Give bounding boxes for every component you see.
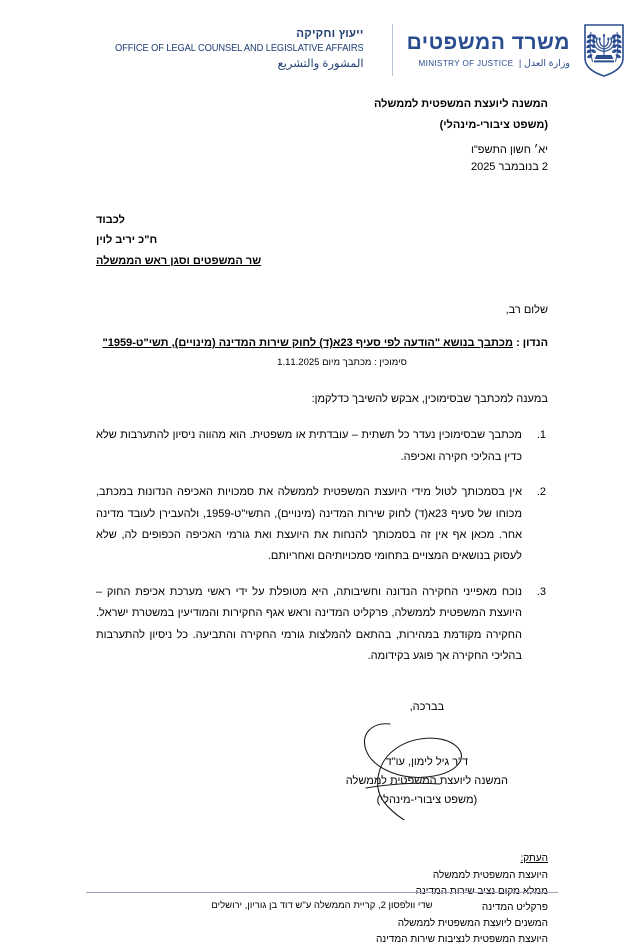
numbered-paragraph-list <box>96 425 548 667</box>
sender-department-line-2: (משפט ציבורי-מינהלי) <box>439 118 548 131</box>
sender-department <box>96 94 548 136</box>
addressee-salutation: לכבוד <box>96 213 125 226</box>
reference-line: סימוכין : מכתבך מיום 1.11.2025 <box>277 357 407 369</box>
letter-body <box>0 94 644 948</box>
cc-list-item: פרקליט המדינה <box>481 901 548 913</box>
footer-address: שדי וולפסון 2, קריית הממשלה ע"ש דוד בן גוריון, ירושלים <box>211 900 433 911</box>
signatory-title-line-2: (משפט ציבורי-מינהלי) <box>376 794 478 807</box>
letter-date <box>96 142 548 176</box>
intro-paragraph: במענה למכתבך שבסימוכין, אבקש להשיבך כדלקמן: <box>311 393 548 406</box>
letterhead <box>0 0 644 78</box>
cc-title: העתק: <box>520 852 548 864</box>
signature-regards: בברכה, <box>409 700 445 713</box>
signature-block <box>96 698 548 811</box>
addressee-title: שר המשפטים וסגן ראש הממשלה <box>96 254 262 267</box>
department-name-hebrew: ייעוץ וחקיקה <box>296 27 364 40</box>
addressee-name: ח"כ יריב לוין <box>96 234 158 247</box>
ministry-name-english: MINISTRY OF JUSTICE <box>418 58 514 69</box>
ministry-block <box>407 22 626 78</box>
department-name-english: OFFICE OF LEGAL COUNSEL AND LEGISLATIVE AFFAIRS <box>115 43 364 55</box>
date-hebrew: יא׳ חשון התשפ"ו <box>471 143 548 156</box>
ministry-name-arabic: وزارة العدل <box>523 58 570 70</box>
date-gregorian: 2 בנובמבר 2025 <box>470 160 548 173</box>
cc-list-item: המשנים ליועצת המשפטית לממשלה <box>397 917 548 929</box>
footer-divider <box>86 892 558 893</box>
department-name-arabic: المشورة والتشريع <box>277 58 364 71</box>
sender-department-line-1: המשנה ליועצת המשפטית לממשלה <box>373 98 548 110</box>
signatory-name: ד"ר גיל לימון, עו"ד <box>385 755 469 768</box>
subject-line <box>96 334 548 353</box>
cc-list-item: היועצת המשפטית לנציבות שירות המדינה <box>375 933 548 945</box>
greeting-line: שלום רב, <box>505 303 548 316</box>
page-footer <box>0 892 644 911</box>
paragraph-item: נוכח מאפייני החקירה הנדונה וחשיבותה, היא מטופלת על ידי ראשי מערכת אכיפת החוק – היועצת המשפטית לממשלה, פרקליט המדינה וראש אגף החקירות והמודיעין במשטרת ישראל. החקירה מקודמת במהירות, בהתאם להמלצות גורמי החקירה והתביעה. כל ניסיון להתערבות בהליכי החקירה אך פוגע בקידומה. <box>96 585 522 663</box>
ministry-name-subline <box>407 58 570 69</box>
ministry-name-hebrew: משרד המשפטים <box>406 30 570 54</box>
addressee-block <box>96 210 548 271</box>
letterhead-divider <box>392 24 393 76</box>
paragraph-item: אין בסמכותך לטול מידי היועצת המשפטית לממשלה את סמכויות האכיפה הנדונות במכתב, מכוחו של סעיף 23א(ד) לחוק שירות המדינה (מינויים), התשי"ט-1959, ולהעבירן לעובד מדינה אחר. מכאן אף אין זה בסמכותך להנחות את היועצת ואת גורמי האכיפה הכפופים לה, שלא לעסוק בנושאים המצויים בתחומי סמכויותיהם ואחריותם. <box>96 486 522 563</box>
legal-counsel-department-block <box>96 27 378 73</box>
paragraph-item: מכתבך שבסימוכין נעדר כל תשתית – עובדתית או משפטית. הוא מהווה ניסיון להתערבות שלא כדין בהליכי חקירה ואכיפה. <box>96 429 522 463</box>
ministry-name-separator: | <box>518 58 522 70</box>
signatory-title-line-1: המשנה ליועצת המשפטית לממשלה <box>345 775 508 788</box>
subject-topic: מכתבך בנושא "הודעה לפי סעיף 23א(ד) לחוק שירות המדינה (מינויים), תשי"ט-1959" <box>102 337 513 350</box>
subject-label: הנדון : <box>516 337 548 350</box>
cc-list-item: היועצת המשפטית לממשלה <box>432 869 548 881</box>
state-of-israel-emblem-icon <box>582 22 626 78</box>
